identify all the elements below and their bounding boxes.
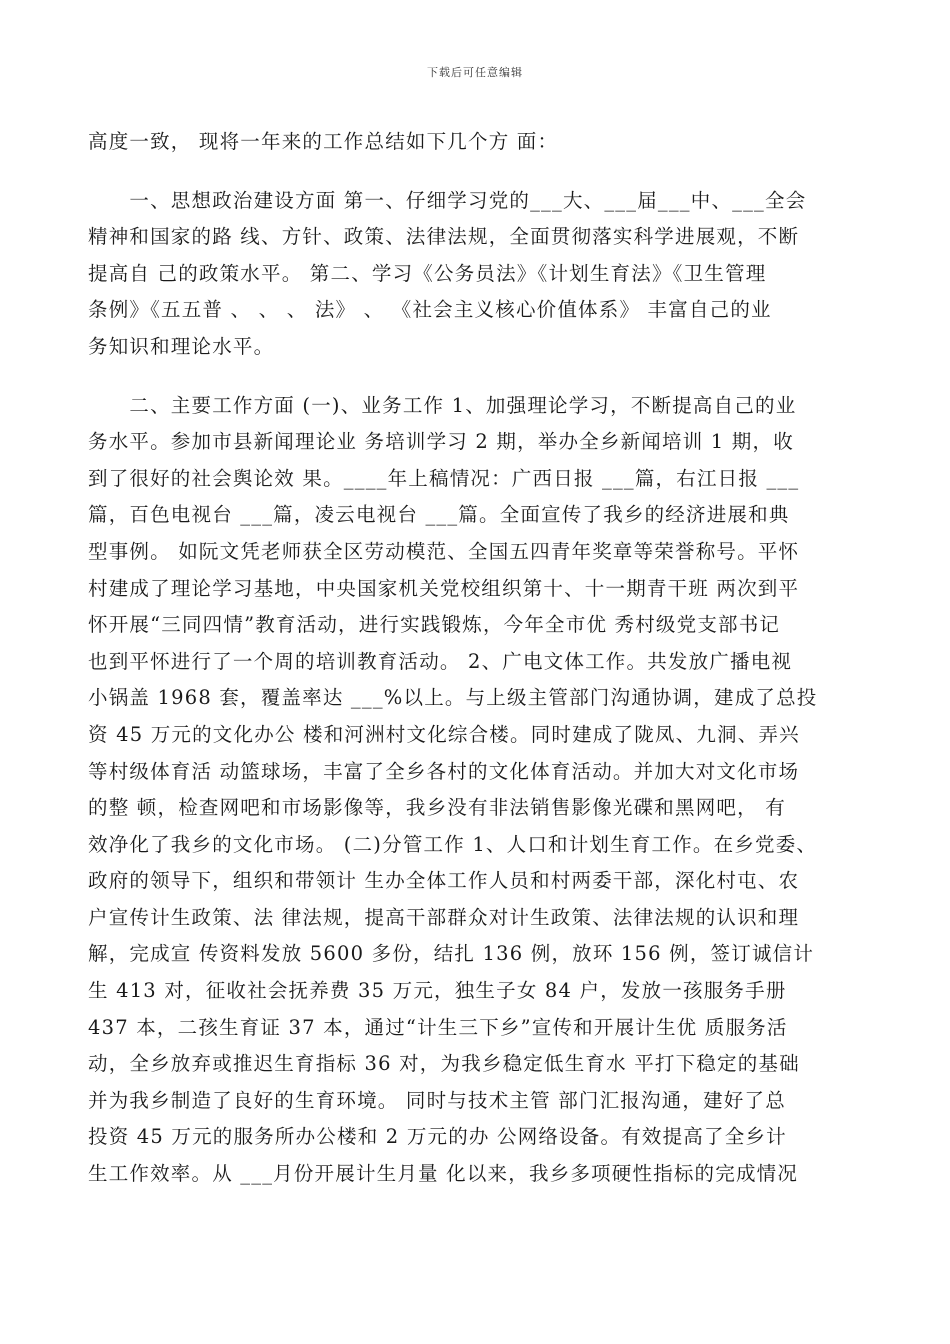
text-line: 提高自 己的政策水平。 第二、学习《公务员法》《计划生育法》《卫生管理 [88,261,767,285]
text-line: 二、主要工作方面 (一)、业务工作 1、加强理论学习，不断提高自己的业 [88,393,797,417]
text-line: 到了很好的社会舆论效 果。____年上稿情况：广西日报 ___篇，右江日报 ___ [88,466,800,490]
text-line: 篇，百色电视台 ___篇，凌云电视台 ___篇。全面宣传了我乡的经济进展和典 [88,503,790,527]
text-line: 也到平怀进行了一个周的培训教育活动。 2、广电文体工作。共发放广播电视 [88,649,793,673]
text-line: 政府的领导下，组织和带领计 生办全体工作人员和村两委干部，深化村屯、农 [88,869,800,893]
text-line: 等村级体育活 动篮球场，丰富了全乡各村的文化体育活动。并加大对文化市场 [88,759,800,783]
text-line: 生工作效率。从 ___月份开展计生月量 化以来，我乡多项硬性指标的完成情况 [88,1162,799,1186]
text-line: 的整 顿，检查网吧和市场影像等，我乡没有非法销售影像光碟和黑网吧， 有 [88,796,786,820]
text-line: 资 45 万元的文化办公 楼和河洲村文化综合楼。同时建成了陇凤、九洞、弄兴 [88,722,800,746]
page-header: 下载后可任意编辑 [427,66,523,79]
text-line: 高度一致， 现将一年来的工作总结如下几个方 面： [88,130,559,153]
text-line: 户宣传计生政策、法 律法规，提高干部群众对计生政策、法律法规的认识和理 [88,905,800,929]
text-line: 精神和国家的路 线、方针、政策、法律法规，全面贯彻落实科学进展观，不断 [88,225,800,249]
text-line: 投资 45 万元的服务所办公楼和 2 万元的办 公网络设备。有效提高了全乡计 [88,1125,787,1149]
text-line: 效净化了我乡的文化市场。 (二)分管工作 1、人口和计划生育工作。在乡党委、 [88,832,818,856]
text-line: 解，完成宣 传资料发放 5600 多份，结扎 136 例，放环 156 例，签订诚信计 [88,942,815,966]
text-line: 型事例。 如阮文凭老师获全区劳动模范、全国五四青年奖章等荣誉称号。平怀 [88,539,800,563]
text-line: 一、思想政治建设方面 第一、仔细学习党的___大、___届___中、___全会 [88,188,807,212]
text-line: 务知识和理论水平。 [88,334,275,358]
paragraph [88,124,866,161]
text-line: 条例》《五五普 、 、 、 法》 、 《社会主义核心价值体系》 丰富自己的业 [88,298,772,322]
document-body [88,124,866,1215]
text-line: 小锅盖 1968 套，覆盖率达 ___%以上。与上级主管部门沟通协调，建成了总投 [88,686,818,710]
text-line: 村建成了理论学习基地，中央国家机关党校组织第十、十一期青干班 两次到平 [88,576,800,600]
text-line: 并为我乡制造了良好的生育环境。 同时与技术主管 部门汇报沟通，建好了总 [88,1088,786,1112]
paragraph [88,183,866,366]
text-line: 437 本，二孩生育证 37 本，通过“计生三下乡”宣传和开展计生优 质服务活 [88,1015,788,1039]
paragraph [88,388,866,1193]
text-line: 动，全乡放弃或推迟生育指标 36 对，为我乡稳定低生育水 平打下稳定的基础 [88,1052,800,1076]
text-line: 务水平。参加市县新闻理论业 务培训学习 2 期，举办全乡新闻培训 1 期，收 [88,430,794,454]
text-line: 生 413 对，征收社会抚养费 35 万元，独生子女 84 户，发放一孩服务手册 [88,979,787,1003]
text-line: 怀开展“三同四情”教育活动，进行实践锻炼，今年全市优 秀村级党支部书记 [88,613,781,637]
